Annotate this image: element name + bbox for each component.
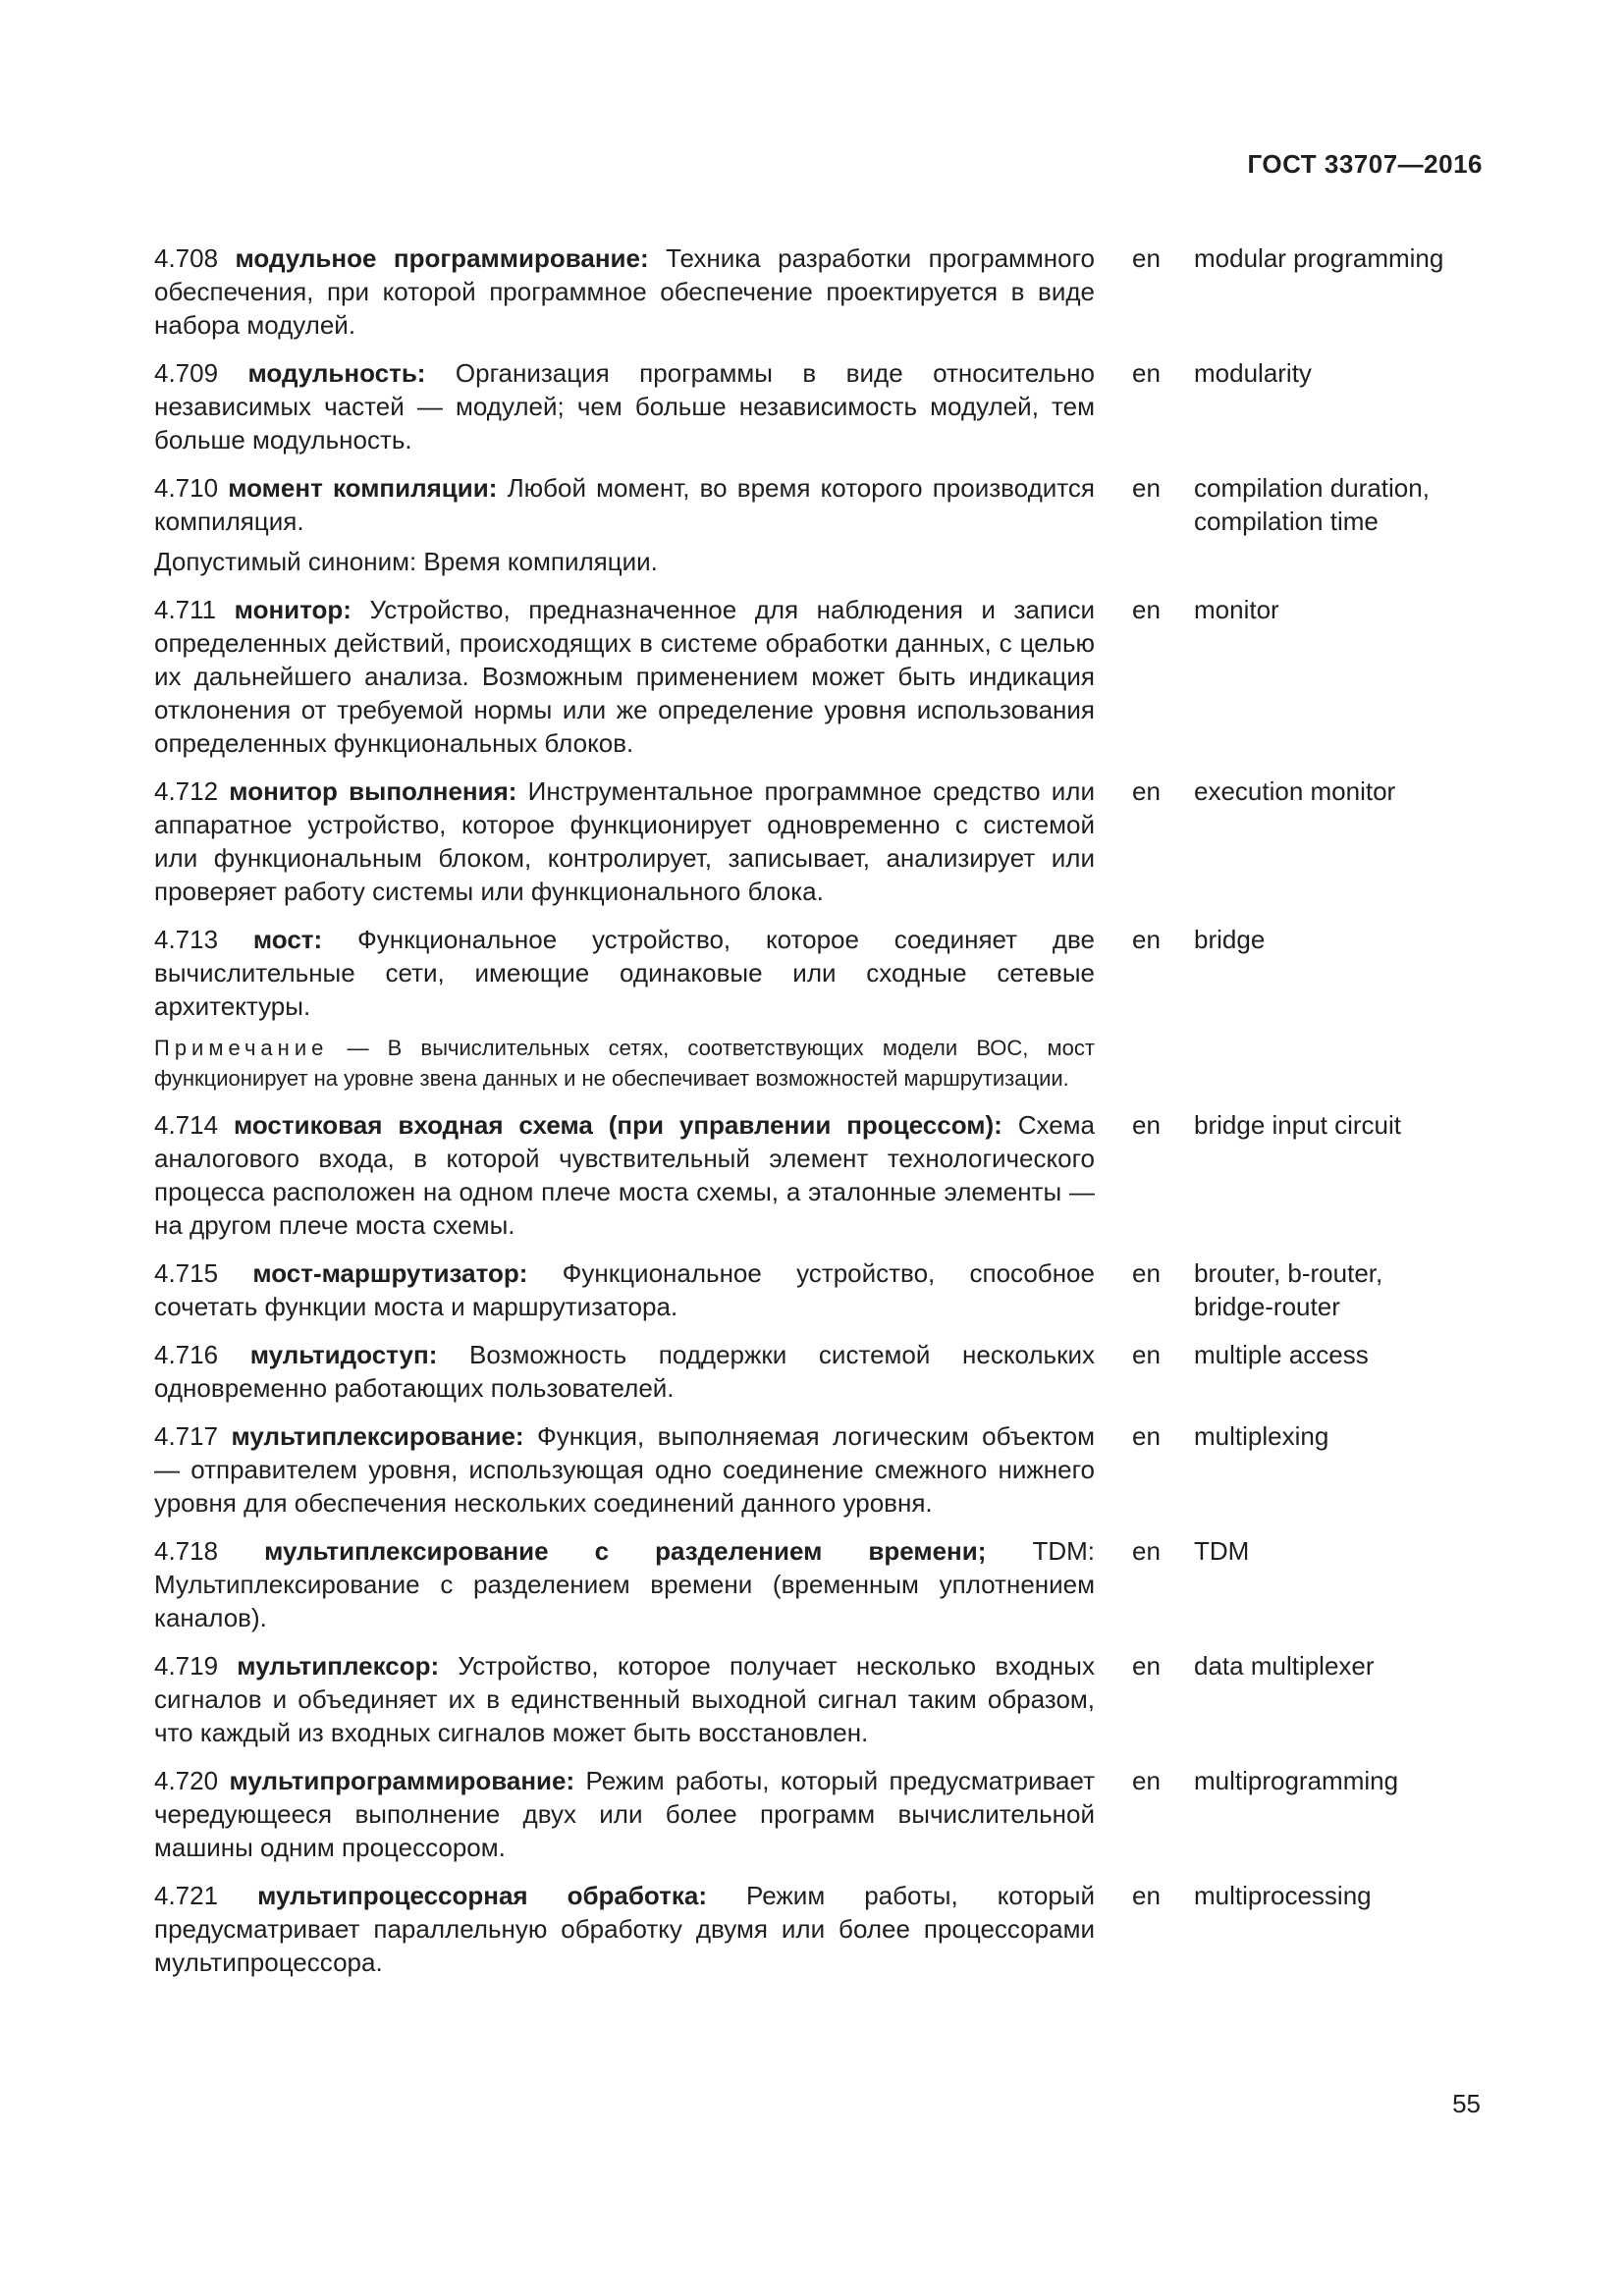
term-name: модульное программирование: xyxy=(235,243,649,273)
entry-main xyxy=(154,1419,1095,1520)
term-definition xyxy=(154,1338,1095,1405)
term-entry xyxy=(154,1108,1489,1242)
term-entry xyxy=(154,593,1489,760)
term-name: мультипрограммирование: xyxy=(229,1766,575,1795)
language-code: en xyxy=(1132,1421,1161,1451)
term-definition xyxy=(154,1108,1095,1242)
english-term: brouter, b-router, xyxy=(1194,1258,1383,1288)
term-definition xyxy=(154,1256,1095,1323)
term-number: 4.713 xyxy=(154,925,219,954)
term-name: мост-маршрутизатор: xyxy=(252,1258,528,1288)
term-name: модульность: xyxy=(247,358,426,388)
english-term: multiprocessing xyxy=(1194,1881,1372,1910)
entry-main xyxy=(154,241,1095,342)
english-term: execution monitor xyxy=(1194,776,1396,806)
english-term: multiple access xyxy=(1194,1340,1369,1369)
term-definition-text: Любой момент, во время которого производится компиляция. xyxy=(154,473,1095,536)
term-definition-text: Функциональное устройство, которое соединяет две вычислительные сети, имеющие одинаковые или сходные сетевые архитектуры. xyxy=(154,925,1095,1021)
english-equivalent xyxy=(1194,241,1489,275)
language-code: en xyxy=(1132,1766,1161,1795)
term-definition-text: Режим работы, который предусматривает параллельную обработку двумя или более процессорами мультипроцессора. xyxy=(154,1881,1095,1977)
note-label: Примечание xyxy=(154,1036,329,1060)
term-definition xyxy=(154,593,1095,760)
term-number: 4.719 xyxy=(154,1651,219,1681)
entry-main xyxy=(154,1879,1095,1979)
entry-main xyxy=(154,1649,1095,1749)
term-synonym: Допустимый синоним: Время компиляции. xyxy=(154,547,658,576)
term-name: мультиплексирование с разделением времени; xyxy=(264,1536,987,1566)
term-name: мост: xyxy=(252,925,323,954)
term-definition-text: Функция, выполняемая логическим объектом — отправителем уровня, использующая одно соединение смежного нижнего уровня для обеспечения нескольких соединений данного уровня. xyxy=(154,1421,1095,1518)
english-equivalent xyxy=(1194,1764,1489,1797)
english-term: multiprogramming xyxy=(1194,1766,1399,1795)
english-equivalent xyxy=(1194,923,1489,956)
term-definition-text: TDM: Мультиплексирование с разделением времени (временным уплотнением каналов). xyxy=(154,1536,1095,1632)
entry-main xyxy=(154,593,1095,760)
term-number: 4.708 xyxy=(154,243,219,273)
term-definition xyxy=(154,1649,1095,1749)
english-term: monitor xyxy=(1194,595,1279,624)
english-equivalent xyxy=(1194,1338,1489,1371)
language-code: en xyxy=(1132,1340,1161,1369)
english-term: bridge xyxy=(1194,925,1266,954)
term-number: 4.717 xyxy=(154,1421,219,1451)
term-definition-text: Инструментальное программное средство или аппаратное устройство, которое функционирует одновременно с системой или функциональным блоком, контролирует, записывает, анализирует или проверяет работу системы или функционального блока. xyxy=(154,776,1095,906)
term-name: монитор выполнения: xyxy=(229,776,517,806)
english-equivalent xyxy=(1194,1256,1489,1323)
term-entry xyxy=(154,1649,1489,1749)
term-definition-text: Устройство, которое получает несколько входных сигналов и объединяет их в единственный выходной сигнал таким образом, что каждый из входных сигналов может быть восстановлен. xyxy=(154,1651,1095,1747)
entry-main xyxy=(154,471,1095,578)
language-code: en xyxy=(1132,1258,1161,1288)
entry-main xyxy=(154,1534,1095,1634)
english-term: modularity xyxy=(1194,358,1312,388)
term-entry xyxy=(154,774,1489,908)
term-entry xyxy=(154,1534,1489,1634)
term-number: 4.720 xyxy=(154,1766,219,1795)
term-name: мультипроцессорная обработка: xyxy=(257,1881,708,1910)
entry-main xyxy=(154,923,1095,1094)
term-number: 4.718 xyxy=(154,1536,219,1566)
term-entry xyxy=(154,923,1489,1094)
language-code: en xyxy=(1132,595,1161,624)
term-definition-text: Схема аналогового входа, в которой чувствительный элемент технологического процесса расположен на одном плече моста схемы, а эталонные элементы — на другом плече моста схемы. xyxy=(154,1110,1096,1240)
term-name: мостиковая входная схема (при управлении процессом): xyxy=(234,1110,1002,1140)
english-equivalent xyxy=(1194,774,1489,808)
english-term: multiplexing xyxy=(1194,1421,1329,1451)
term-entry xyxy=(154,1879,1489,1979)
language-code: en xyxy=(1132,1651,1161,1681)
english-term: data multiplexer xyxy=(1194,1651,1375,1681)
term-name: мультиплексор: xyxy=(237,1651,440,1681)
entry-main xyxy=(154,1338,1095,1405)
term-number: 4.721 xyxy=(154,1881,219,1910)
term-entry xyxy=(154,1256,1489,1323)
term-number: 4.715 xyxy=(154,1258,219,1288)
term-name: мультидоступ: xyxy=(249,1340,438,1369)
term-name: момент компиляции: xyxy=(228,473,498,503)
page-number: 55 xyxy=(1452,2089,1481,2118)
term-number: 4.710 xyxy=(154,473,219,503)
language-code: en xyxy=(1132,358,1161,388)
term-definition-text: Режим работы, который предусматривает чередующееся выполнение двух или более программ вычислительной машины одним процессором. xyxy=(154,1766,1095,1862)
term-definition xyxy=(154,356,1095,456)
term-number: 4.716 xyxy=(154,1340,219,1369)
language-code: en xyxy=(1132,473,1161,503)
entry-main xyxy=(154,356,1095,456)
term-definition-text: Устройство, предназначенное для наблюдения и записи определенных действий, происходящих в системе обработки данных, с целью их дальнейшего анализа. Возможным применением может быть индикация отклонения от требуемой нормы или же определение уровня использования определенных функциональных блоков. xyxy=(154,595,1095,758)
term-number: 4.714 xyxy=(154,1110,219,1140)
english-term: bridge-router xyxy=(1194,1292,1340,1321)
terms-list xyxy=(154,241,1489,1994)
language-code: en xyxy=(1132,243,1161,273)
term-note xyxy=(154,1033,1095,1094)
term-definition-text: Техника разработки программного обеспечения, при которой программное обеспечение проектируется в виде набора модулей. xyxy=(154,243,1095,340)
english-term: compilation duration, xyxy=(1194,473,1430,503)
term-name: мультиплексирование: xyxy=(231,1421,524,1451)
english-equivalent xyxy=(1194,1108,1489,1142)
term-entry xyxy=(154,471,1489,578)
language-code: en xyxy=(1132,1881,1161,1910)
language-code: en xyxy=(1132,925,1161,954)
english-term: modular programming xyxy=(1194,243,1444,273)
english-term: compilation time xyxy=(1194,507,1379,536)
term-entry xyxy=(154,1764,1489,1864)
term-entry xyxy=(154,356,1489,456)
entry-main xyxy=(154,774,1095,908)
term-definition xyxy=(154,1879,1095,1979)
term-definition xyxy=(154,774,1095,908)
language-code: en xyxy=(1132,1110,1161,1140)
note-text: — В вычислительных сетях, соответствующих модели ВОС, мост функционирует на уровне звена данных и не обеспечивает возможностей маршрутизации. xyxy=(154,1036,1095,1091)
standard-designation: ГОСТ 33707—2016 xyxy=(1247,149,1483,179)
term-definition xyxy=(154,1419,1095,1520)
term-number: 4.711 xyxy=(154,595,217,624)
term-definition xyxy=(154,923,1095,1023)
term-definition-text: Возможность поддержки системой нескольких одновременно работающих пользователей. xyxy=(154,1340,1096,1403)
term-entry xyxy=(154,1419,1489,1520)
entry-main xyxy=(154,1764,1095,1864)
term-definition xyxy=(154,1534,1095,1634)
term-definition xyxy=(154,241,1095,342)
english-term: bridge input circuit xyxy=(1194,1110,1401,1140)
term-number: 4.712 xyxy=(154,776,219,806)
english-term: TDM xyxy=(1194,1536,1250,1566)
english-equivalent xyxy=(1194,356,1489,390)
english-equivalent xyxy=(1194,471,1489,538)
term-entry xyxy=(154,241,1489,342)
term-name: монитор: xyxy=(234,595,352,624)
language-code: en xyxy=(1132,1536,1161,1566)
language-code: en xyxy=(1132,776,1161,806)
entry-main xyxy=(154,1108,1095,1242)
english-equivalent xyxy=(1194,1534,1489,1568)
term-definition xyxy=(154,471,1095,538)
term-definition-text: Организация программы в виде относительно независимых частей — модулей; чем больше независимость модулей, тем больше модульность. xyxy=(154,358,1095,454)
term-definition xyxy=(154,1764,1095,1864)
english-equivalent xyxy=(1194,593,1489,626)
term-number: 4.709 xyxy=(154,358,219,388)
english-equivalent xyxy=(1194,1879,1489,1912)
term-definition-text: Функциональное устройство, способное сочетать функции моста и маршрутизатора. xyxy=(154,1258,1095,1321)
term-entry xyxy=(154,1338,1489,1405)
entry-main xyxy=(154,1256,1095,1323)
english-equivalent xyxy=(1194,1649,1489,1682)
english-equivalent xyxy=(1194,1419,1489,1453)
